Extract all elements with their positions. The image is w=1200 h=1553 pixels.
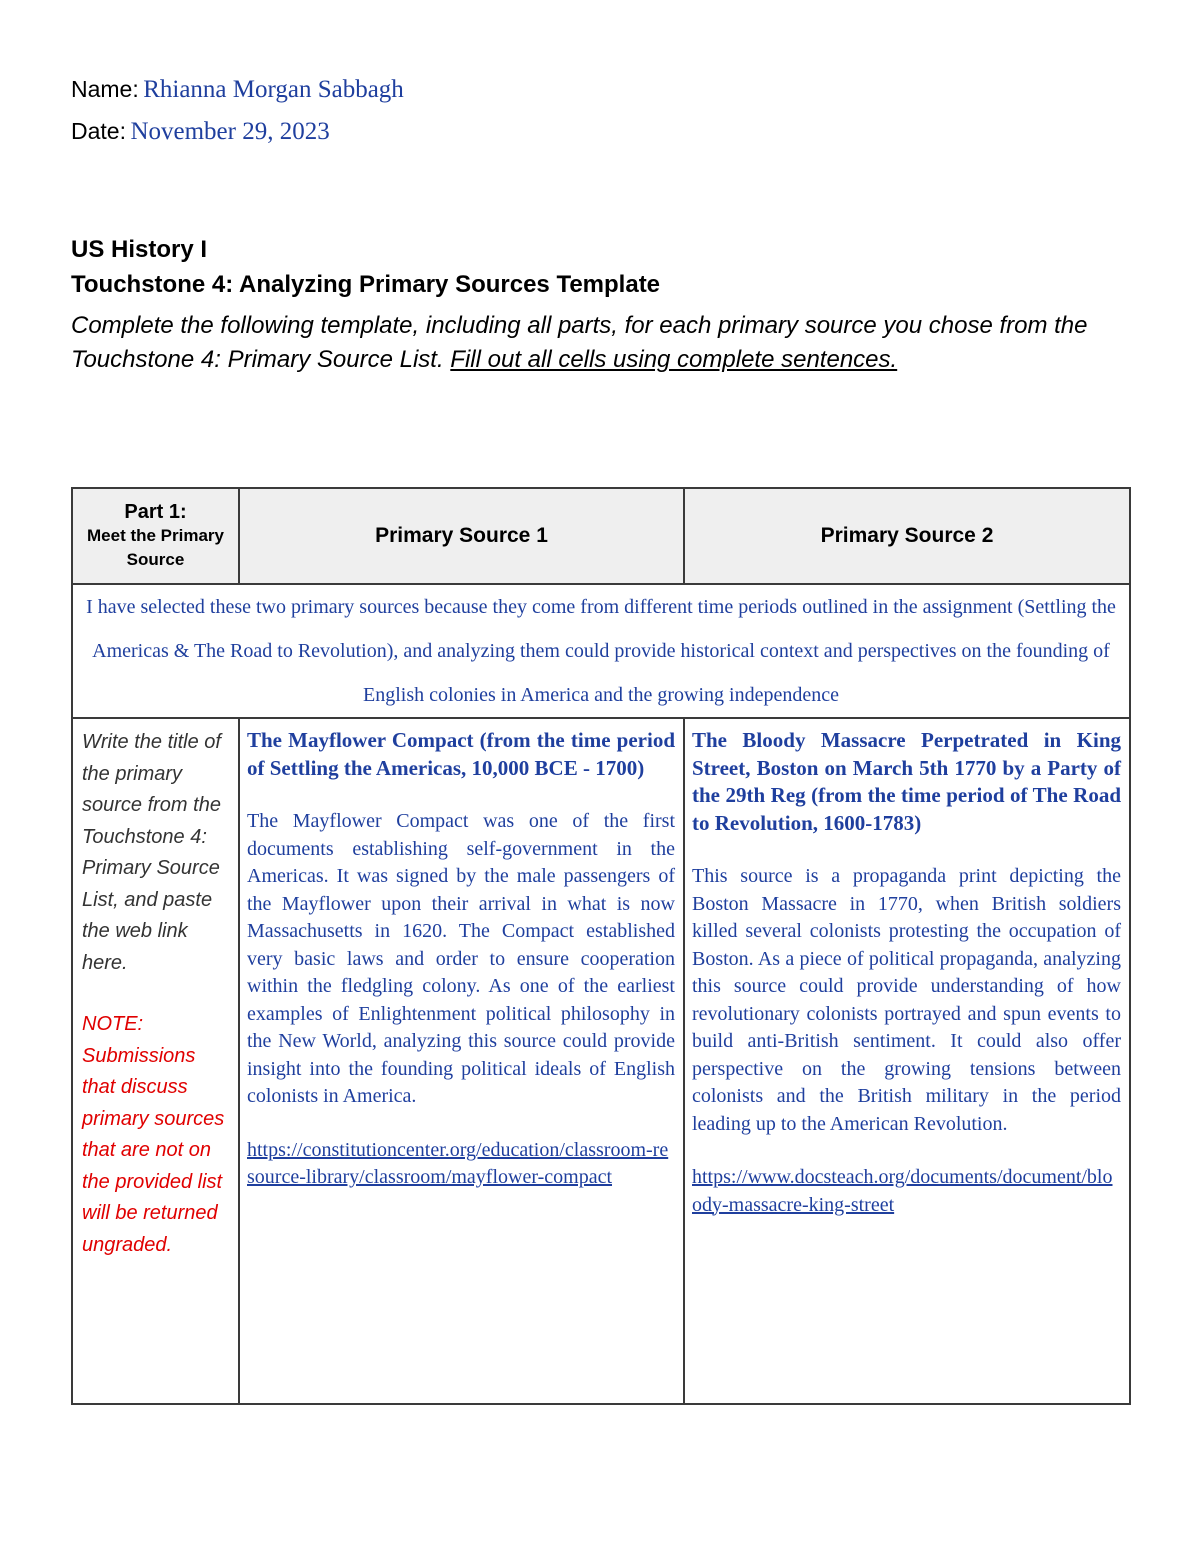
instructions-text: Complete the following template, including all parts, for each primary source you chose from the Touchstone 4: Primary Source List.: [71, 312, 1088, 373]
date-label: Date:: [71, 118, 126, 144]
date-line: [71, 118, 330, 146]
part-name: Meet the Primary Source: [87, 526, 224, 569]
part-header-cell: [72, 488, 239, 584]
source2-description: This source is a propaganda print depicting the Boston Massacre in 1770, when British soldiers killed several colonists protesting the occupation of Boston. As a piece of political propaganda, analyzing this source could provide understanding of how revolutionary colonists portrayed and spun events to build anti-British sentiment. It could also offer perspective on the growing tensions between colonists and the British military in the period leading up to the American Revolution.: [692, 865, 1121, 1135]
name-line: [71, 76, 404, 104]
date-value: November 29, 2023: [130, 118, 330, 145]
note-text: NOTE: Submissions that discuss primary sources that are not on the provided list will be returned ungraded.: [82, 1013, 225, 1256]
part-label: Part 1:: [124, 501, 187, 523]
course-title: US History I: [71, 236, 208, 263]
name-label: Name:: [71, 76, 139, 102]
source1-cell: [239, 718, 684, 1404]
source2-cell: [684, 718, 1130, 1404]
source1-header-cell: [239, 488, 684, 584]
table-header-row: [72, 488, 1130, 584]
source2-title: The Bloody Massacre Perpetrated in King Street, Boston on March 5th 1770 by a Party of the 29th Reg (from the time period of The Road to Revolution, 1600-1783): [692, 728, 1121, 835]
source1-header: Primary Source 1: [375, 524, 548, 547]
prompt-cell: [72, 718, 239, 1404]
source1-title: The Mayflower Compact (from the time period of Settling the Americas, 10,000 BCE - 1700): [247, 728, 675, 780]
rationale-row: [72, 584, 1130, 718]
prompt-text: Write the title of the primary source from the Touchstone 4: Primary Source List, and paste the web link here.: [82, 731, 221, 974]
rationale-text: I have selected these two primary sources because they come from different time periods outlined in the assignment (Settling the Americas & The Road to Revolution), and analyzing them could provide historical context and perspectives on the founding of English colonies in America and the growing independence: [72, 584, 1130, 718]
instructions-emphasis: Fill out all cells using complete sentences.: [450, 346, 898, 373]
source2-link[interactable]: https://www.docsteach.org/documents/document/bloody-massacre-king-street: [692, 1166, 1113, 1216]
source2-header: Primary Source 2: [820, 524, 994, 547]
source1-link[interactable]: https://constitutioncenter.org/education/classroom-resource-library/classroom/mayflower-compact: [247, 1138, 669, 1188]
name-value: Rhianna Morgan Sabbagh: [143, 76, 404, 103]
template-title: Touchstone 4: Analyzing Primary Sources Template: [71, 271, 661, 298]
source-row: [72, 718, 1130, 1404]
instructions: [71, 309, 1141, 377]
analysis-table: [71, 487, 1131, 1405]
source1-description: The Mayflower Compact was one of the first documents establishing self-government in the Americas. It was signed by the male passengers of the Mayflower upon their arrival in what is now Massachusetts in 1620. The Compact established very basic laws and order to ensure cooperation within the fledgling colony. As one of the earliest examples of Enlightenment political philosophy in the New World, analyzing this source could provide insight into the founding political ideals of English colonists in America.: [247, 810, 675, 1107]
source2-header-cell: [684, 488, 1130, 584]
